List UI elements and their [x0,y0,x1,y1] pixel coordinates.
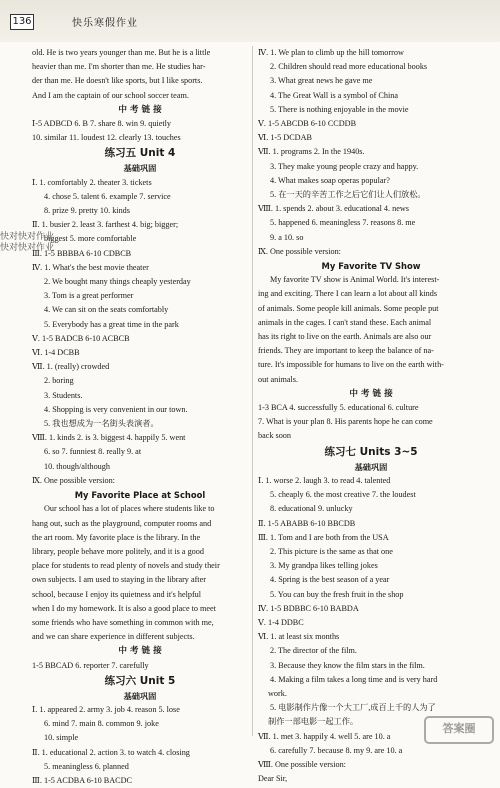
right-column [258,46,484,786]
answer-line: 4. What makes soap operas popular? [270,175,390,185]
answer-line: old. He is two years younger than me. But he is a little [32,48,211,57]
answer-line: Ⅵ. 1-5 DCDAB [258,133,312,143]
answer-line: Ⅴ. 1-4 DDBC [258,617,304,627]
stamp-line: 快对快对作业 [0,232,55,242]
page-header [0,0,500,42]
answer-line: own subjects. I am used to staying in the library after [32,575,206,585]
answer-line: place for students to read plenty of novels and study their [32,561,220,571]
answer-line: the art room. My favorite place is the library. In the [32,532,201,542]
answer-line: 2. This picture is the same as that one [270,546,393,556]
answer-line: 5. happened 6. meaningless 7. reasons 8. me [270,218,416,228]
section-heading: 中 考 链 接 [118,646,162,657]
answer-line: back soon [258,431,291,441]
answer-line: Ⅲ. 1. Tom and I are both from the USA [258,532,389,542]
answer-line: 5. Everybody has a great time in the park [44,319,179,329]
answer-line: ture. It's impossible for humans to live on the earth with- [258,360,444,370]
answer-line: hang out, such as the playground, computer rooms and [32,518,212,528]
answer-line: 3. Tom is a great performer [44,291,134,301]
answer-line: Dear Sir, [258,774,288,784]
answer-line: And I am the captain of our school soccer team. [32,90,189,100]
answer-line: 6. so 7. funniest 8. really 9. at [44,447,142,457]
section-heading: 中 考 链 接 [118,104,162,115]
answer-line: 5. 电影制作片像一个大工厂,成百上千的人为了 [270,703,436,713]
answer-line: 4. Spring is the best season of a year [270,575,390,585]
answer-line: Ⅷ. 1. spends 2. about 3. educational 4. news [258,204,409,214]
answer-line: work. [268,688,287,698]
answer-line: Ⅳ. 1. What's the best movie theater [32,262,149,272]
answer-line: 10. similar 11. loudest 12. clearly 13. touches [32,133,181,143]
essay-title: My Favorite TV Show [321,261,421,272]
answer-line: 7. What is your plan 8. His parents hope he can come [258,417,433,427]
subsection-heading: 基础巩固 [354,461,388,472]
answer-line: 9. a 10. so [270,232,304,242]
answer-line: Ⅴ. 1-5 BADCB 6-10 ACBCB [32,333,130,343]
essay-title: My Favorite Place at School [74,490,206,501]
answer-line: 4. The Great Wall is a symbol of China [270,90,398,100]
exercise-title: 练习六 Unit 5 [104,674,176,687]
answer-line: 4. chose 5. talent 6. example 7. service [44,191,171,201]
answer-line: 2. The director of the film. [270,646,357,656]
answer-line: Ⅶ. 1. programs 2. In the 1940s. [258,147,365,157]
answer-line: Ⅴ. 1-5 ABCDB 6-10 CCDDB [258,119,357,129]
subsection-heading: 基础巩固 [123,690,157,701]
answer-line: out animals. [258,374,299,384]
answer-line: der than me. He doesn't like sports, but I like sports. [32,76,203,86]
answer-line: 5. There is nothing enjoyable in the movie [270,104,409,114]
answer-line: Ⅰ. 1. comfortably 2. theater 3. tickets [32,177,152,187]
answer-line: 3. They make young people crazy and happy. [270,161,419,171]
answer-line: 10. simple [44,733,79,743]
answer-watermark-logo: 答案圈 [424,716,494,744]
exercise-title: 练习七 Units 3~5 [324,445,418,458]
exercise-title: 练习五 Unit 4 [104,147,176,160]
answer-line: Ⅱ. 1-5 ABABB 6-10 BBCDB [258,518,356,528]
answer-line: Ⅵ. 1. at least six months [258,632,340,642]
answer-line: 2. Children should read more educational books [270,62,428,72]
answer-line: Ⅰ. 1. appeared 2. army 3. job 4. reason 5. lose [32,704,180,714]
answer-line: friends. They are important to keep the balance of na- [258,346,434,356]
answer-line: 5. cheaply 6. the most creative 7. the loudest [270,490,416,500]
answer-line: Ⅰ. 1. worse 2. laugh 3. to read 4. talented [258,475,391,485]
answer-line: some friends who have something in common with me, [32,617,214,627]
answer-line: Ⅵ. 1-4 DCBB [32,348,80,358]
answer-line: 2. We bought many things cheaply yesterday [44,277,191,287]
answer-line: Ⅶ. 1. (really) crowded [32,362,110,372]
answer-line: 6. carefully 7. because 8. my 9. are 10. a [270,745,403,755]
answer-line: Ⅱ. 1. educational 2. action 3. to watch 4. closing [32,747,190,757]
answer-line: 制作一部电影一起工作。 [268,717,359,727]
answer-line: 8. prize 9. pretty 10. kinds [44,206,130,216]
answer-line: Ⅸ. One possible version: [258,246,341,256]
answer-line: heavier than me. I'm shorter than me. He studies har- [32,62,206,72]
answer-line: school, because I enjoy its quietness and it's helpful [32,589,202,599]
stamp-watermark [0,232,54,254]
answer-line: Ⅸ. One possible version: [32,475,115,485]
answer-line: 10. though/although [44,461,110,471]
answer-line: library, people behave more politely, and it is a good [32,546,204,556]
answer-line: Ⅲ. 1-5 BBBBA 6-10 CDBCB [32,248,132,258]
answer-line: ing and exciting. There I can learn a lot about all kinds [258,289,438,299]
subsection-heading: 基础巩固 [123,163,157,174]
answer-line: 4. Making a film takes a long time and is very hard [270,674,438,684]
answer-line: Ⅶ. 1. met 3. happily 4. well 5. are 10. a [258,731,391,741]
answer-line: 4. We can sit on the seats comfortably [44,305,169,315]
answer-line: Our school has a lot of places where students like to [44,504,215,514]
answer-line: and we can share experience in different subjects. [32,632,195,642]
left-column [32,46,248,788]
answer-line: animals in the cages. I can't stand these. Each animal [258,317,432,327]
answer-line: Ⅷ. 1. kinds 2. is 3. biggest 4. happily 5. went [32,433,186,443]
answer-line: 5. meaningless 6. planned [44,761,129,771]
answer-line: when I do my homework. It is also a good place to meet [32,603,216,613]
answer-line: 2. boring [44,376,74,386]
answer-line: 8. educational 9. unlucky [270,504,353,514]
answer-line: Ⅰ-5 ADBCD 6. B 7. share 8. win 9. quietly [32,119,172,129]
answer-line: Ⅷ. One possible version: [258,759,346,769]
answer-line: 3. What great news he gave me [270,76,373,86]
answer-line: 1-5 BBCAD 6. reporter 7. carefully [32,660,149,670]
book-title: 快乐寒假作业 [72,18,138,29]
answer-line: Ⅱ. 1. busier 2. least 3. farthest 4. big; bigger; [32,220,179,230]
answer-line: biggest 5. more comfortable [44,234,137,244]
answer-line: of animals. Some people kill animals. Some people put [258,303,439,313]
column-divider [252,46,253,736]
answer-line: 4. Shopping is very convenient in our town. [44,404,188,414]
answer-line: 3. Because they know the film stars in the film. [270,660,425,670]
page-number: 136 [10,14,34,30]
answer-line: 3. Students. [44,390,83,400]
answer-line: Ⅲ. 1-5 ACDBA 6-10 BACDC [32,775,133,785]
answer-line: 1-3 BCA 4. successfully 5. educational 6. culture [258,403,419,413]
answer-line: Ⅳ. 1. We plan to climb up the hill tomorrow [258,48,404,57]
answer-line: 6. mind 7. main 8. common 9. joke [44,719,159,729]
section-heading: 中 考 链 接 [349,388,393,399]
answer-line: 3. My grandpa likes telling jokes [270,561,378,571]
answer-line: 5. 我也想成为一名街头表演者。 [44,419,159,429]
answer-line: has its right to live on the earth. Animals are also our [258,332,432,342]
answer-line: My favorite TV show is Animal World. It's interest- [270,275,440,285]
answer-line: Ⅳ. 1-5 BDBBC 6-10 BABDA [258,603,359,613]
answer-line: 5. 在一天的辛苦工作之后它们让人们放松。 [270,190,426,200]
answer-line: 5. You can buy the fresh fruit in the shop [270,589,404,599]
stamp-line: 快对快对作业 [0,243,55,253]
